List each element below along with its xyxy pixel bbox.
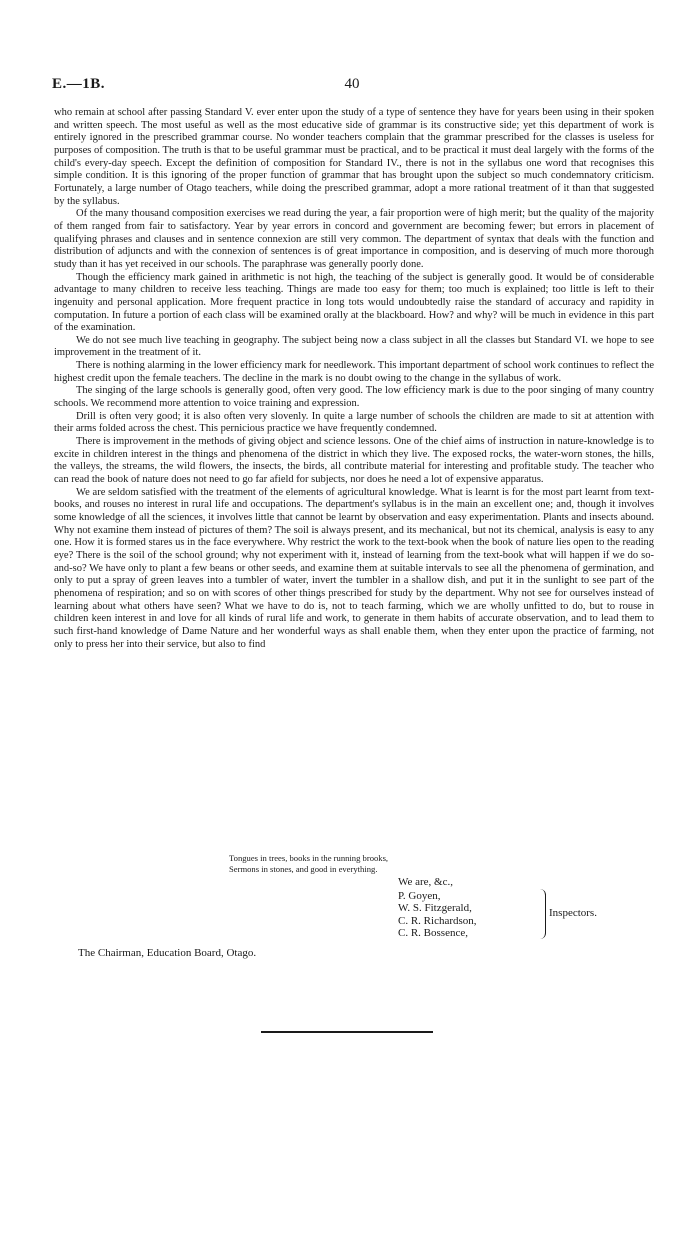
paragraph-arithmetic: Though the efficiency mark gained in arithmetic is not high, the teaching of the subject is generally good. It would be of considerable advantage to many children to receive less teaching. Things are made too easy for them; too much is explained; too little is left to their ingenuity and personal application. More frequent practice in long tots would undoubtedly raise the standard of accuracy and rapidity in computation. In future a portion of each class will be examined orally at the blackboard. How? and why? will be much in evidence in this part of the examination. [54,271,654,334]
quotation-line: Sermons in stones, and good in everything. [229,863,378,874]
signatory-role: Inspectors. [549,907,597,919]
signature-brace [538,889,546,939]
paragraph-grammar: who remain at school after passing Standard V. ever enter upon the study of a type of sentence they have for years been using in their spoken and written speech. The most useful as well as the most educative side of grammar is its constructive side; yet this department of work is entirely ignored in the prescribed grammar course. No wonder teachers complain that the grammar prescribed for the classes is useless for purposes of composition. The truth is that to be useful grammar must be practical, and to be practical it must deal largely with the forms of the child's every-day speech. Except the definition of composition for Standard IV., there is not in the syllabus one word that recognises this simple condition. It is this ignoring of the proper function of grammar that has brought upon the subject so much condemnatory criticism. Fortunately, a large number of Otago teachers, while doing the prescribed grammar, adopt a more rational treatment of it than that suggested by the syllabus. [54,107,654,207]
page-header [52,76,652,96]
end-rule [261,1031,433,1033]
paragraph-needlework: There is nothing alarming in the lower efficiency mark for needlework. This important department of school work continues to reflect the highest credit upon the female teachers. The decline in the mark is no doubt owing to the change in the syllabus of work. [54,360,654,384]
quotation [229,853,388,874]
closing-salutation: We are, &c., [398,876,453,888]
signatory-name: P. Goyen, [398,890,441,902]
signatory-name: C. R. Bossence, [398,926,468,939]
signatory-name: C. R. Richardson, [398,914,477,927]
report-body [54,107,654,651]
document-reference: E.—1B. [52,76,106,92]
signature-block [398,890,477,939]
signatory-name: W. S. Fitzgerald, [398,902,472,915]
paragraph-geography: We do not see much live teaching in geography. The subject being now a class subject in all the classes but Standard VI. we hope to see improvement in the treatment of it. [54,334,654,359]
paragraph-drill: Drill is often very good; it is also often very slovenly. In quite a large number of schools the children are made to sit at attention with their arms folded across the chest. This pernicious practice we have frequently condemned. [54,410,654,435]
page-number: 40 [344,76,360,92]
paragraph-agriculture: We are seldom satisfied with the treatment of the elements of agricultural knowledge. What is learnt is for the most part learnt from text-books, and rouses no interest in rural life and occupations. The department's syllabus is in the main an excellent one; and, though it involves some knowledge of all the sciences, it involves little that cannot be learnt by observation and easy experimentation. Plants and insects abound. Why not examine them instead of pictures of them? The soil is always present, and its mechanical, but not its chemical, analysis is easy to any one. How it is formed stares us in the face everywhere. Why restrict the work to the text-book when the book of nature lies open to the reading eye? There is the soil of the school ground; why not experiment with it, instead of learning from the text-book what will happen if we do so-and-so? We have only to plant a few beans or other seeds, and examine them at suitable intervals to see all the phenomena of germination, and only to put a spray of green leaves into a tumbler of water, invert the tumbler in a shallow dish, and put it in the sunlight to see part of the phenomena of respiration; and so on with scores of other things prescribed for study by the department. Why not see for ourselves instead of learning about what others have seen? What we have to do is, not to teach farming, which we are wholly unfitted to do, but to rouse in children keen interest in and love for all kinds of rural life and work, to generate in them habits of accurate observation, and to lead them to such first-hand knowledge of Dame Nature and her wonderful ways as shall enable them, when they enter upon the practice of farming, not only to press her into their service, but also to find [54,486,654,650]
quotation-line: Tongues in trees, books in the running brooks, [229,853,389,863]
paragraph-singing: The singing of the large schools is generally good, often very good. The low efficiency mark is due to the poor singing of many country schools. We recommend more attention to voice training and expression. [54,385,654,410]
paragraph-science: There is improvement in the methods of giving object and science lessons. One of the chief aims of instruction in nature-knowledge is to excite in children interest in the things and phenomena of the district in which they live. The exposed rocks, the water-worn stones, the hills, the valleys, the streams, the wild flowers, the insects, the birds, all contribute material for interesting and profitable study. The teacher who can read the book of nature does not need to go far afield for subjects, nor does he need a lot of expensive apparatus. [54,436,654,486]
addressee: The Chairman, Education Board, Otago. [78,947,257,959]
paragraph-composition: Of the many thousand composition exercises we read during the year, a fair proportion were of high merit; but the quality of the majority of them ranged from fair to satisfactory. Year by year errors in concord and government are becoming fewer; but errors in placement of qualifying phrases and clauses and in sentence connexion are still very common. The department of syntax that deals with the function and distribution of adjuncts and with the connexion of sentences is of great importance in composition, and is deserving of much more thorough study than it has yet received in our schools. The paraphrase was generally poorly done. [54,208,654,270]
